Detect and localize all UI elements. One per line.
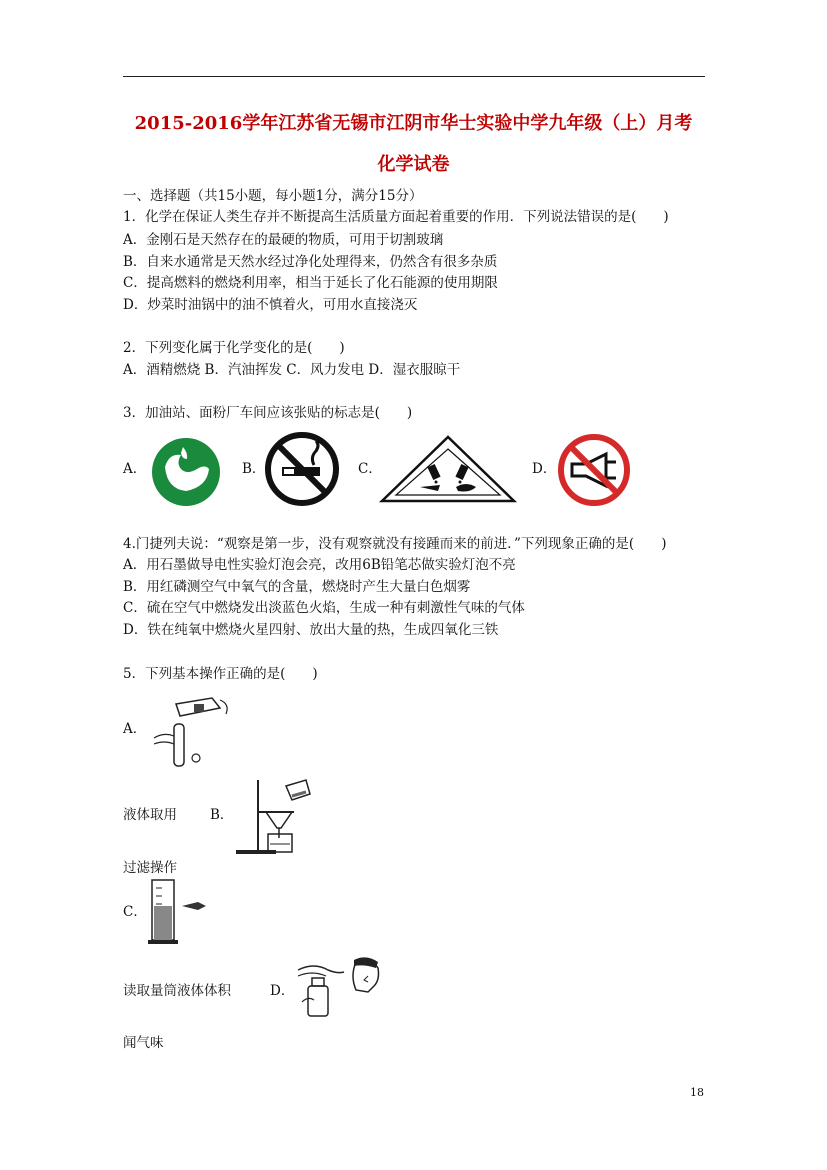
exam-title-line1: 2015-2016学年江苏省无锡市江阴市华士实验中学九年级（上）月考 xyxy=(134,113,693,134)
q3-label-a: A． xyxy=(123,461,147,477)
section-heading: 一、选择题（共15小题，每小题1分，满分15分） xyxy=(123,188,423,204)
q3-stem: 3．加油站、面粉厂车间应该张贴的标志是( ) xyxy=(123,405,413,421)
q4-option-b: B．用红磷测空气中氧气的含量，燃烧时产生大量白色烟雾 xyxy=(123,579,471,595)
q1-option-d: D．炒菜时油锅中的油不慎着火，可用水直接浇灭 xyxy=(123,297,418,313)
exam-title-line2: 化学试卷 xyxy=(377,154,450,175)
header-rule xyxy=(123,76,705,77)
pouring-liquid-illustration xyxy=(150,694,232,770)
page-number: 18 xyxy=(690,1086,704,1099)
q4-option-a: A．用石墨做导电性实验灯泡会亮，改用6B铅笔芯做实验灯泡不亮 xyxy=(123,557,516,573)
q3-label-d: D． xyxy=(532,461,557,477)
q4-option-d: D．铁在纯氧中燃烧火星四射、放出大量的热，生成四氧化三铁 xyxy=(123,622,499,638)
q3-label-b: B． xyxy=(242,461,266,477)
q5-label-c: C． xyxy=(123,904,147,920)
q1-option-b: B．自来水通常是天然水经过净化处理得来，仍然含有很多杂质 xyxy=(123,254,498,270)
q5-caption-a: 液体取用 xyxy=(123,807,177,823)
filtration-setup-illustration xyxy=(236,776,314,858)
q5-caption-c: 读取量筒液体体积 xyxy=(123,983,231,999)
q1-option-c: C．提高燃料的燃烧利用率，相当于延长了化石能源的使用期限 xyxy=(123,275,498,291)
q5-stem: 5．下列基本操作正确的是( ) xyxy=(123,666,318,682)
q4-option-c: C．硫在空气中燃烧发出淡蓝色火焰，生成一种有刺激性气味的气体 xyxy=(123,600,525,616)
q3-label-c: C． xyxy=(358,461,382,477)
corrosive-warning-sign-icon xyxy=(380,435,516,503)
no-honking-sign-icon xyxy=(556,432,632,508)
q4-stem: 4.门捷列夫说：“观察是第一步，没有观察就没有接踵而来的前进．”下列现象正确的是( ) xyxy=(123,536,667,552)
recycling-sign-icon xyxy=(151,437,221,507)
measuring-cylinder-illustration xyxy=(146,876,214,946)
no-smoking-sign-icon xyxy=(264,431,340,507)
q2-options: A．酒精燃烧 B．汽油挥发 C．风力发电 D．湿衣服晾干 xyxy=(123,362,461,378)
q5-label-b: B． xyxy=(210,807,234,823)
smelling-gas-illustration xyxy=(294,956,384,1024)
q5-caption-b: 过滤操作 xyxy=(123,860,177,876)
q2-stem: 2．下列变化属于化学变化的是( ) xyxy=(123,340,345,356)
q5-caption-d: 闻气味 xyxy=(123,1035,164,1051)
q1-stem: 1．化学在保证人类生存并不断提高生活质量方面起着重要的作用．下列说法错误的是( ) xyxy=(123,209,669,225)
q5-label-a: A． xyxy=(123,721,147,737)
q1-option-a: A．金刚石是天然存在的最硬的物质，可用于切割玻璃 xyxy=(123,232,444,248)
q5-label-d: D． xyxy=(270,983,295,999)
